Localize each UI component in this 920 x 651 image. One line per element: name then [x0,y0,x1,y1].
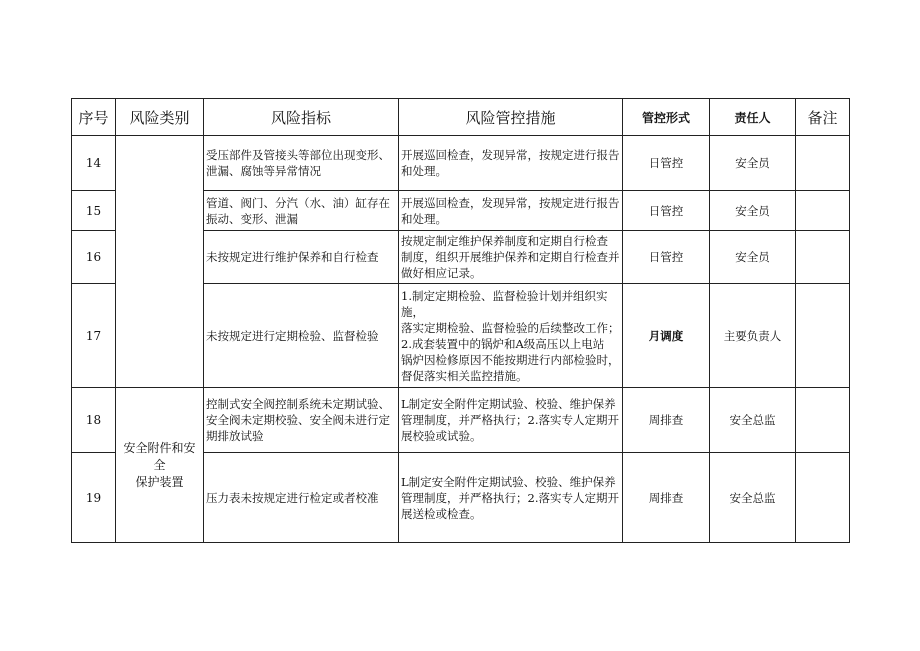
risk-indicator [204,191,399,231]
row-number: 15 [72,191,116,231]
remark [796,136,850,191]
control-form: 日管控 [623,136,710,191]
header-note: 备注 [796,99,850,136]
remark [796,231,850,284]
responsible-person: 安全总监 [710,388,796,453]
control-measure [399,284,623,388]
control-form: 日管控 [623,231,710,284]
header-form: 管控形式 [623,99,710,136]
row-number: 18 [72,388,116,453]
header-row [72,99,850,136]
category-cell-empty [116,136,204,388]
control-measure-text: 1.制定定期检验、监督检验计划并组织实施， 落实定期检验、监督检验的后续整改工作； 2.成套装置中的锅炉和A级高压以上电站 锅炉因检修原因不能按期进行内部检验时， 督促落实相关监控措施。 [401,288,620,383]
header-no: 序号 [72,99,116,136]
risk-indicator [204,284,399,388]
risk-indicator-text: 未按规定进行维护保养和自行检查 [206,250,379,264]
control-measure-text: 开展巡回检查，发现异常，按规定进行报告 和处理。 [401,148,620,178]
header-measure: 风险管控措施 [399,99,623,136]
risk-indicator [204,453,399,543]
remark [796,388,850,453]
table-row [72,388,850,453]
risk-indicator [204,136,399,191]
responsible-person: 安全员 [710,136,796,191]
category-cell [116,388,204,543]
remark [796,453,850,543]
row-number: 19 [72,453,116,543]
control-measure [399,453,623,543]
control-form: 周排查 [623,453,710,543]
responsible-person: 主要负责人 [710,284,796,388]
control-form: 月调度 [623,284,710,388]
remark [796,284,850,388]
risk-indicator-text: 控制式安全阀控制系统未定期试验、 安全阀未定期校验、安全阀未进行定 期排放试验 [206,397,390,443]
responsible-person: 安全员 [710,231,796,284]
header-indicator: 风险指标 [204,99,399,136]
control-measure [399,191,623,231]
header-owner: 责任人 [710,99,796,136]
control-form: 周排查 [623,388,710,453]
control-measure-text: L制定安全附件定期试验、校验、维护保养 管理制度，并严格执行；2.落实专人定期开 展校验或试验。 [401,397,619,443]
category-text: 安全附件和安全 保护装置 [123,440,196,489]
header-category: 风险类别 [116,99,204,136]
table-row [72,136,850,191]
control-form: 日管控 [623,191,710,231]
risk-indicator-text: 管道、阀门、分汽（水、油）缸存在 振动、变形、泄漏 [206,195,390,226]
remark [796,191,850,231]
control-measure-text: 开展巡回检查，发现异常，按规定进行报告 和处理。 [401,195,620,226]
responsible-person: 安全员 [710,191,796,231]
control-measure-text: L制定安全附件定期试验、校验、维护保养 管理制度，并严格执行；2.落实专人定期开 展送检或检查。 [401,474,619,521]
control-measure [399,136,623,191]
control-measure [399,231,623,284]
risk-indicator-text: 受压部件及管接头等部位出现变形、 泄漏、腐蚀等异常情况 [206,148,390,178]
control-measure [399,388,623,453]
responsible-person: 安全总监 [710,453,796,543]
control-measure-text: 按规定制定维护保养制度和定期自行检查 制度，组织开展维护保养和定期自行检查并 做好相应记录。 [401,234,620,280]
risk-indicator-text: 未按规定进行定期检验、监督检验 [206,328,379,343]
risk-indicator-text: 压力表未按规定进行检定或者校准 [206,490,379,505]
row-number: 16 [72,231,116,284]
row-number: 14 [72,136,116,191]
risk-control-table [71,98,850,543]
risk-indicator [204,231,399,284]
risk-indicator [204,388,399,453]
row-number: 17 [72,284,116,388]
